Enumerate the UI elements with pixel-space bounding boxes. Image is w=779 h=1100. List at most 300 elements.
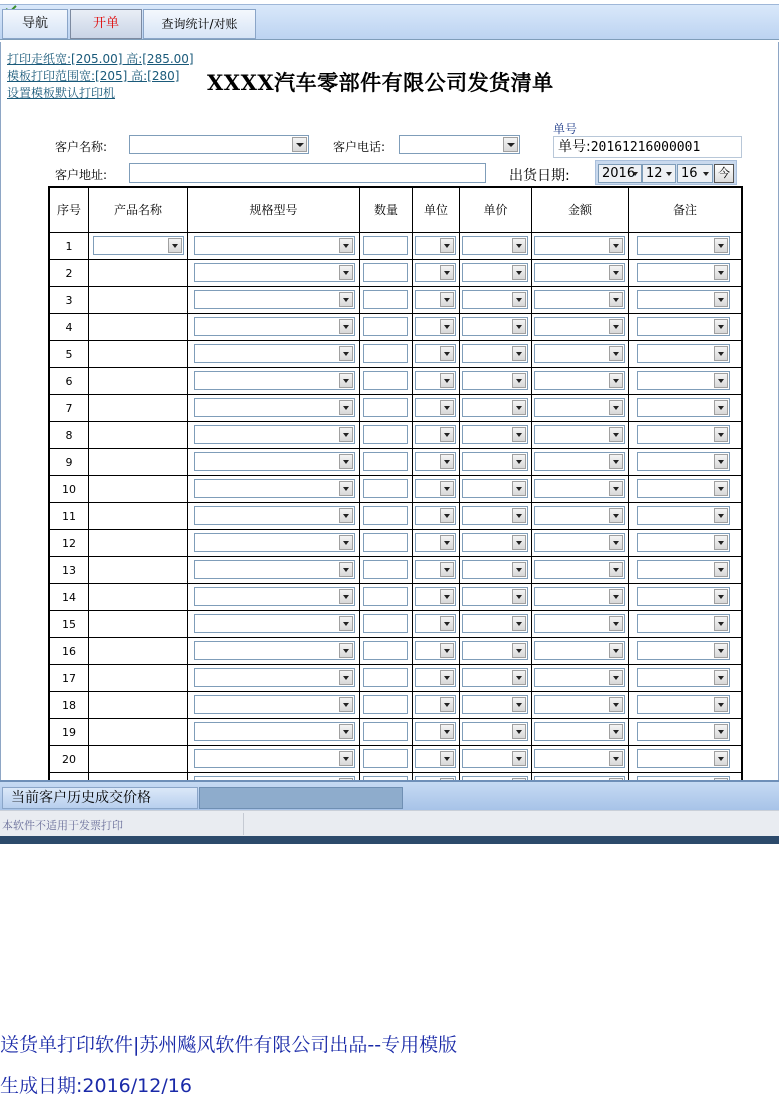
- chevron-down-icon[interactable]: [714, 373, 728, 388]
- unit-price-combo[interactable]: [462, 263, 528, 282]
- chevron-down-icon[interactable]: [440, 751, 454, 766]
- spec-model-combo[interactable]: [194, 641, 355, 660]
- remarks-combo[interactable]: [637, 452, 730, 471]
- chevron-down-icon[interactable]: [609, 751, 623, 766]
- quantity-input[interactable]: [363, 236, 408, 255]
- remarks-combo[interactable]: [637, 560, 730, 579]
- remarks-combo[interactable]: [637, 398, 730, 417]
- chevron-down-icon[interactable]: [440, 481, 454, 496]
- unit-combo[interactable]: [415, 425, 456, 444]
- remarks-combo[interactable]: [637, 668, 730, 687]
- amount-combo[interactable]: [534, 533, 625, 552]
- chevron-down-icon[interactable]: [512, 265, 526, 280]
- amount-combo[interactable]: [534, 587, 625, 606]
- row-index: 19: [62, 726, 76, 739]
- chevron-down-icon[interactable]: [512, 238, 526, 253]
- grid-row-line: [50, 529, 741, 530]
- spec-model-combo[interactable]: [194, 668, 355, 687]
- tab-create-order[interactable]: 开单: [70, 9, 142, 39]
- remarks-combo[interactable]: [637, 371, 730, 390]
- unit-price-combo[interactable]: [462, 533, 528, 552]
- unit-price-combo[interactable]: [462, 479, 528, 498]
- quantity-input[interactable]: [363, 290, 408, 309]
- quantity-input[interactable]: [363, 506, 408, 525]
- chevron-down-icon[interactable]: [714, 292, 728, 307]
- unit-price-combo[interactable]: [462, 668, 528, 687]
- unit-price-combo[interactable]: [462, 344, 528, 363]
- amount-combo[interactable]: [534, 236, 625, 255]
- unit-combo[interactable]: [415, 533, 456, 552]
- amount-combo[interactable]: [534, 614, 625, 633]
- chevron-down-icon[interactable]: [714, 238, 728, 253]
- remarks-combo[interactable]: [637, 263, 730, 282]
- unit-price-combo[interactable]: [462, 641, 528, 660]
- chevron-down-icon[interactable]: [339, 697, 353, 712]
- quantity-input[interactable]: [363, 668, 408, 687]
- chevron-down-icon[interactable]: [339, 346, 353, 361]
- spec-model-combo[interactable]: [194, 506, 355, 525]
- spec-model-combo[interactable]: [194, 344, 355, 363]
- grid-row-line: [50, 664, 741, 665]
- remarks-combo[interactable]: [637, 236, 730, 255]
- chevron-down-icon[interactable]: [440, 670, 454, 685]
- unit-price-combo[interactable]: [462, 695, 528, 714]
- header-index: 序号: [56, 203, 81, 217]
- tab-blank[interactable]: [199, 787, 403, 809]
- customer-phone-label: 客户电话:: [333, 140, 386, 154]
- chevron-down-icon[interactable]: [339, 265, 353, 280]
- chevron-down-icon[interactable]: [714, 535, 728, 550]
- chevron-down-icon[interactable]: [339, 238, 353, 253]
- order-items-table: [48, 186, 743, 780]
- chevron-down-icon[interactable]: [339, 373, 353, 388]
- amount-combo[interactable]: [534, 344, 625, 363]
- chevron-down-icon[interactable]: [440, 562, 454, 577]
- chevron-down-icon[interactable]: [512, 346, 526, 361]
- chevron-down-icon[interactable]: [714, 319, 728, 334]
- chevron-down-icon[interactable]: [609, 697, 623, 712]
- amount-combo[interactable]: [534, 641, 625, 660]
- quantity-input[interactable]: [363, 371, 408, 390]
- chevron-down-icon[interactable]: [609, 265, 623, 280]
- chevron-down-icon[interactable]: [714, 697, 728, 712]
- chevron-down-icon[interactable]: [440, 373, 454, 388]
- history-bar: [0, 780, 779, 810]
- chevron-down-icon[interactable]: [512, 589, 526, 604]
- unit-combo[interactable]: [415, 722, 456, 741]
- quantity-input[interactable]: [363, 479, 408, 498]
- chevron-down-icon[interactable]: [609, 562, 623, 577]
- spec-model-combo[interactable]: [194, 263, 355, 282]
- chevron-down-icon[interactable]: [512, 724, 526, 739]
- chevron-down-icon[interactable]: [339, 616, 353, 631]
- chevron-down-icon[interactable]: [714, 589, 728, 604]
- chevron-down-icon[interactable]: [339, 670, 353, 685]
- grid-row-line: [50, 691, 741, 692]
- order-number-caption: 单号: [553, 122, 578, 136]
- chevron-down-icon[interactable]: [609, 481, 623, 496]
- remarks-combo[interactable]: [637, 425, 730, 444]
- chevron-down-icon[interactable]: [714, 616, 728, 631]
- chevron-down-icon[interactable]: [609, 508, 623, 523]
- row-index: 18: [62, 699, 76, 712]
- chevron-down-icon[interactable]: [609, 643, 623, 658]
- spec-model-combo[interactable]: [194, 425, 355, 444]
- row-index: 13: [62, 564, 76, 577]
- chevron-down-icon[interactable]: [339, 535, 353, 550]
- quantity-input[interactable]: [363, 695, 408, 714]
- grid-row-line: [50, 556, 741, 557]
- quantity-input[interactable]: [363, 587, 408, 606]
- amount-combo[interactable]: [534, 722, 625, 741]
- spec-model-combo[interactable]: [194, 722, 355, 741]
- chevron-down-icon[interactable]: [512, 400, 526, 415]
- chevron-down-icon[interactable]: [339, 427, 353, 442]
- tab-query-statistics[interactable]: 查询统计/对账: [143, 9, 256, 39]
- header-unit-price: 单价: [483, 203, 508, 217]
- quantity-input[interactable]: [363, 749, 408, 768]
- chevron-down-icon[interactable]: [714, 265, 728, 280]
- chevron-down-icon[interactable]: [503, 137, 518, 152]
- row-index: 6: [65, 375, 73, 388]
- chevron-down-icon[interactable]: [714, 508, 728, 523]
- grid-row-line: [50, 286, 741, 287]
- tab-navigation[interactable]: 导航: [2, 9, 68, 39]
- spec-model-combo[interactable]: [194, 290, 355, 309]
- chevron-down-icon[interactable]: [609, 319, 623, 334]
- chevron-down-icon[interactable]: [339, 751, 353, 766]
- unit-combo[interactable]: [415, 290, 456, 309]
- chevron-down-icon[interactable]: [714, 751, 728, 766]
- chevron-down-icon[interactable]: [609, 724, 623, 739]
- chevron-down-icon[interactable]: [512, 427, 526, 442]
- quantity-input[interactable]: [363, 452, 408, 471]
- chevron-down-icon[interactable]: [512, 616, 526, 631]
- unit-combo[interactable]: [415, 641, 456, 660]
- ship-date-picker: [595, 160, 737, 185]
- spec-model-combo[interactable]: [194, 560, 355, 579]
- quantity-input[interactable]: [363, 398, 408, 417]
- chevron-down-icon[interactable]: [339, 400, 353, 415]
- spec-model-combo[interactable]: [194, 749, 355, 768]
- row-index: 15: [62, 618, 76, 631]
- row-index: 9: [65, 456, 73, 469]
- grid-row-line: [50, 610, 741, 611]
- chevron-down-icon[interactable]: [714, 643, 728, 658]
- date-year-select[interactable]: 2016: [598, 164, 642, 183]
- amount-combo[interactable]: [534, 479, 625, 498]
- quantity-input[interactable]: [363, 317, 408, 336]
- header-spec-model: 规格型号: [249, 203, 298, 217]
- unit-price-combo[interactable]: [462, 614, 528, 633]
- amount-combo[interactable]: [534, 317, 625, 336]
- amount-combo[interactable]: [534, 398, 625, 417]
- unit-price-combo[interactable]: [462, 722, 528, 741]
- spec-model-combo[interactable]: [194, 533, 355, 552]
- remarks-combo[interactable]: [637, 344, 730, 363]
- chevron-down-icon[interactable]: [440, 319, 454, 334]
- customer-name-label: 客户名称:: [55, 140, 108, 154]
- unit-price-combo[interactable]: [462, 290, 528, 309]
- template-range-link[interactable]: 模板打印范围宽:[205] 高:[280]: [7, 69, 180, 83]
- quantity-input[interactable]: [363, 641, 408, 660]
- chevron-down-icon[interactable]: [440, 589, 454, 604]
- chevron-down-icon[interactable]: [714, 724, 728, 739]
- spec-model-combo[interactable]: [194, 317, 355, 336]
- order-number-label: 单号:: [558, 139, 591, 155]
- date-month-select[interactable]: 12: [642, 164, 676, 183]
- chevron-down-icon[interactable]: [512, 535, 526, 550]
- customer-address-label: 客户地址:: [55, 168, 108, 182]
- chevron-down-icon[interactable]: [440, 292, 454, 307]
- product-name-combo[interactable]: [93, 236, 184, 255]
- chevron-down-icon[interactable]: [440, 454, 454, 469]
- grid-row-line: [50, 421, 741, 422]
- unit-combo[interactable]: [415, 749, 456, 768]
- row-index: 11: [62, 510, 76, 523]
- remarks-combo[interactable]: [637, 695, 730, 714]
- unit-combo[interactable]: [415, 506, 456, 525]
- row-index: 1: [65, 240, 73, 253]
- unit-price-combo[interactable]: [462, 236, 528, 255]
- remarks-combo[interactable]: [637, 317, 730, 336]
- remarks-combo[interactable]: [637, 722, 730, 741]
- grid-row-line: [50, 394, 741, 395]
- unit-combo[interactable]: [415, 614, 456, 633]
- amount-combo[interactable]: [534, 749, 625, 768]
- chevron-down-icon[interactable]: [512, 697, 526, 712]
- tab-customer-price-history[interactable]: 当前客户历史成交价格: [2, 787, 198, 809]
- chevron-down-icon[interactable]: [339, 481, 353, 496]
- amount-combo[interactable]: [534, 506, 625, 525]
- chevron-down-icon[interactable]: [292, 137, 307, 152]
- chevron-down-icon[interactable]: [339, 589, 353, 604]
- row-index: 4: [65, 321, 73, 334]
- chevron-down-icon[interactable]: [609, 589, 623, 604]
- chevron-down-icon[interactable]: [714, 427, 728, 442]
- window-bottom-strip: [0, 836, 779, 844]
- chevron-down-icon[interactable]: [440, 265, 454, 280]
- grid-row-line: [50, 475, 741, 476]
- amount-combo[interactable]: [534, 425, 625, 444]
- chevron-down-icon[interactable]: [609, 346, 623, 361]
- status-text: 本软件不适用于发票打印: [2, 819, 123, 832]
- unit-combo[interactable]: [415, 371, 456, 390]
- unit-price-combo[interactable]: [462, 317, 528, 336]
- row-index: 20: [62, 753, 76, 766]
- chevron-down-icon[interactable]: [339, 562, 353, 577]
- header-product-name: 产品名称: [113, 203, 162, 217]
- order-form-panel: [0, 42, 779, 780]
- chevron-down-icon[interactable]: [339, 508, 353, 523]
- unit-combo[interactable]: [415, 317, 456, 336]
- row-index: 14: [62, 591, 76, 604]
- amount-combo[interactable]: [534, 668, 625, 687]
- spec-model-combo[interactable]: [194, 452, 355, 471]
- unit-price-combo[interactable]: [462, 506, 528, 525]
- quantity-input[interactable]: [363, 533, 408, 552]
- spec-model-combo[interactable]: [194, 479, 355, 498]
- chevron-down-icon[interactable]: [609, 670, 623, 685]
- chevron-down-icon[interactable]: [440, 616, 454, 631]
- row-index: 17: [62, 672, 76, 685]
- amount-combo[interactable]: [534, 263, 625, 282]
- customer-address-input[interactable]: [129, 163, 486, 183]
- chevron-down-icon[interactable]: [440, 697, 454, 712]
- grid-row-line: [50, 259, 741, 260]
- chevron-down-icon[interactable]: [512, 643, 526, 658]
- unit-combo[interactable]: [415, 695, 456, 714]
- unit-combo[interactable]: [415, 398, 456, 417]
- chevron-down-icon[interactable]: [339, 724, 353, 739]
- chevron-down-icon[interactable]: [440, 508, 454, 523]
- chevron-down-icon[interactable]: [609, 535, 623, 550]
- unit-price-combo[interactable]: [462, 398, 528, 417]
- row-index: 10: [62, 483, 76, 496]
- unit-combo[interactable]: [415, 587, 456, 606]
- footer-software-line: 送货单打印软件|苏州飚风软件有限公司出品--专用模版: [0, 1034, 458, 1056]
- quantity-input[interactable]: [363, 614, 408, 633]
- unit-combo[interactable]: [415, 452, 456, 471]
- chevron-down-icon[interactable]: [609, 292, 623, 307]
- date-day-select[interactable]: 16: [677, 164, 713, 183]
- chevron-down-icon[interactable]: [609, 238, 623, 253]
- remarks-combo[interactable]: [637, 290, 730, 309]
- tab-bar: [0, 4, 779, 40]
- chevron-down-icon[interactable]: [714, 346, 728, 361]
- unit-combo[interactable]: [415, 344, 456, 363]
- row-index: 2: [65, 267, 73, 280]
- remarks-combo[interactable]: [637, 587, 730, 606]
- chevron-down-icon[interactable]: [440, 400, 454, 415]
- quantity-input[interactable]: [363, 425, 408, 444]
- unit-combo[interactable]: [415, 479, 456, 498]
- chevron-down-icon[interactable]: [339, 643, 353, 658]
- spec-model-combo[interactable]: [194, 236, 355, 255]
- form-title: XXXX汽车零部件有限公司发货清单: [207, 70, 554, 95]
- unit-combo[interactable]: [415, 668, 456, 687]
- spec-model-combo[interactable]: [194, 614, 355, 633]
- grid-row-line: [50, 583, 741, 584]
- chevron-down-icon[interactable]: [440, 643, 454, 658]
- header-remarks: 备注: [672, 203, 697, 217]
- remarks-combo[interactable]: [637, 641, 730, 660]
- header-amount: 金额: [567, 203, 592, 217]
- quantity-input[interactable]: [363, 722, 408, 741]
- unit-price-combo[interactable]: [462, 371, 528, 390]
- remarks-combo[interactable]: [637, 479, 730, 498]
- chevron-down-icon[interactable]: [609, 427, 623, 442]
- grid-row-line: [50, 232, 741, 233]
- spec-model-combo[interactable]: [194, 398, 355, 417]
- chevron-down-icon[interactable]: [512, 670, 526, 685]
- chevron-down-icon[interactable]: [339, 292, 353, 307]
- spec-model-combo[interactable]: [194, 695, 355, 714]
- unit-combo[interactable]: [415, 263, 456, 282]
- chevron-down-icon[interactable]: [714, 481, 728, 496]
- row-index: 8: [65, 429, 73, 442]
- grid-row-line: [50, 772, 741, 773]
- ship-date-label: 出货日期:: [509, 168, 570, 184]
- amount-combo[interactable]: [534, 695, 625, 714]
- amount-combo[interactable]: [534, 290, 625, 309]
- chevron-down-icon[interactable]: [512, 292, 526, 307]
- chevron-down-icon[interactable]: [714, 670, 728, 685]
- chevron-down-icon[interactable]: [512, 508, 526, 523]
- spec-model-combo[interactable]: [194, 587, 355, 606]
- chevron-down-icon[interactable]: [512, 562, 526, 577]
- chevron-down-icon[interactable]: [714, 562, 728, 577]
- footer-date-line: 生成日期:2016/12/16: [0, 1075, 192, 1097]
- order-number-field[interactable]: [553, 136, 742, 158]
- chevron-down-icon[interactable]: [512, 454, 526, 469]
- unit-price-combo[interactable]: [462, 425, 528, 444]
- chevron-down-icon[interactable]: [609, 616, 623, 631]
- chevron-down-icon[interactable]: [168, 238, 182, 253]
- chevron-down-icon[interactable]: [609, 454, 623, 469]
- paper-size-link[interactable]: 打印走纸宽:[205.00] 高:[285.00]: [7, 52, 194, 66]
- order-number-value: 20161216000001: [590, 140, 701, 155]
- chevron-down-icon[interactable]: [440, 346, 454, 361]
- row-index: 16: [62, 645, 76, 658]
- chevron-down-icon[interactable]: [609, 400, 623, 415]
- row-index: 12: [62, 537, 76, 550]
- grid-row-line: [50, 745, 741, 746]
- chevron-down-icon[interactable]: [512, 373, 526, 388]
- row-index: 3: [65, 294, 73, 307]
- unit-combo[interactable]: [415, 560, 456, 579]
- chevron-down-icon[interactable]: [339, 454, 353, 469]
- quantity-input[interactable]: [363, 263, 408, 282]
- amount-combo[interactable]: [534, 452, 625, 471]
- quantity-input[interactable]: [363, 344, 408, 363]
- header-unit: 单位: [423, 203, 448, 217]
- chevron-down-icon[interactable]: [512, 751, 526, 766]
- chevron-down-icon[interactable]: [609, 373, 623, 388]
- remarks-combo[interactable]: [637, 614, 730, 633]
- chevron-down-icon[interactable]: [440, 238, 454, 253]
- amount-combo[interactable]: [534, 371, 625, 390]
- chevron-down-icon[interactable]: [714, 454, 728, 469]
- chevron-down-icon[interactable]: [714, 400, 728, 415]
- unit-combo[interactable]: [415, 236, 456, 255]
- unit-price-combo[interactable]: [462, 749, 528, 768]
- quantity-input[interactable]: [363, 560, 408, 579]
- customer-name-combo[interactable]: [129, 135, 309, 154]
- chevron-down-icon[interactable]: [512, 481, 526, 496]
- remarks-combo[interactable]: [637, 749, 730, 768]
- chevron-down-icon[interactable]: [339, 319, 353, 334]
- today-button[interactable]: 今: [714, 164, 734, 183]
- chevron-down-icon[interactable]: [512, 319, 526, 334]
- chevron-down-icon[interactable]: [440, 724, 454, 739]
- remarks-combo[interactable]: [637, 506, 730, 525]
- unit-price-combo[interactable]: [462, 452, 528, 471]
- unit-price-combo[interactable]: [462, 587, 528, 606]
- customer-phone-combo[interactable]: [399, 135, 520, 154]
- grid-row-line: [50, 313, 741, 314]
- chevron-down-icon[interactable]: [440, 427, 454, 442]
- chevron-down-icon[interactable]: [440, 535, 454, 550]
- amount-combo[interactable]: [534, 560, 625, 579]
- status-bar: [0, 810, 779, 836]
- remarks-combo[interactable]: [637, 533, 730, 552]
- unit-price-combo[interactable]: [462, 560, 528, 579]
- grid-row-line: [50, 367, 741, 368]
- grid-row-line: [50, 718, 741, 719]
- spec-model-combo[interactable]: [194, 371, 355, 390]
- set-default-printer-link[interactable]: 设置模板默认打印机: [7, 86, 116, 100]
